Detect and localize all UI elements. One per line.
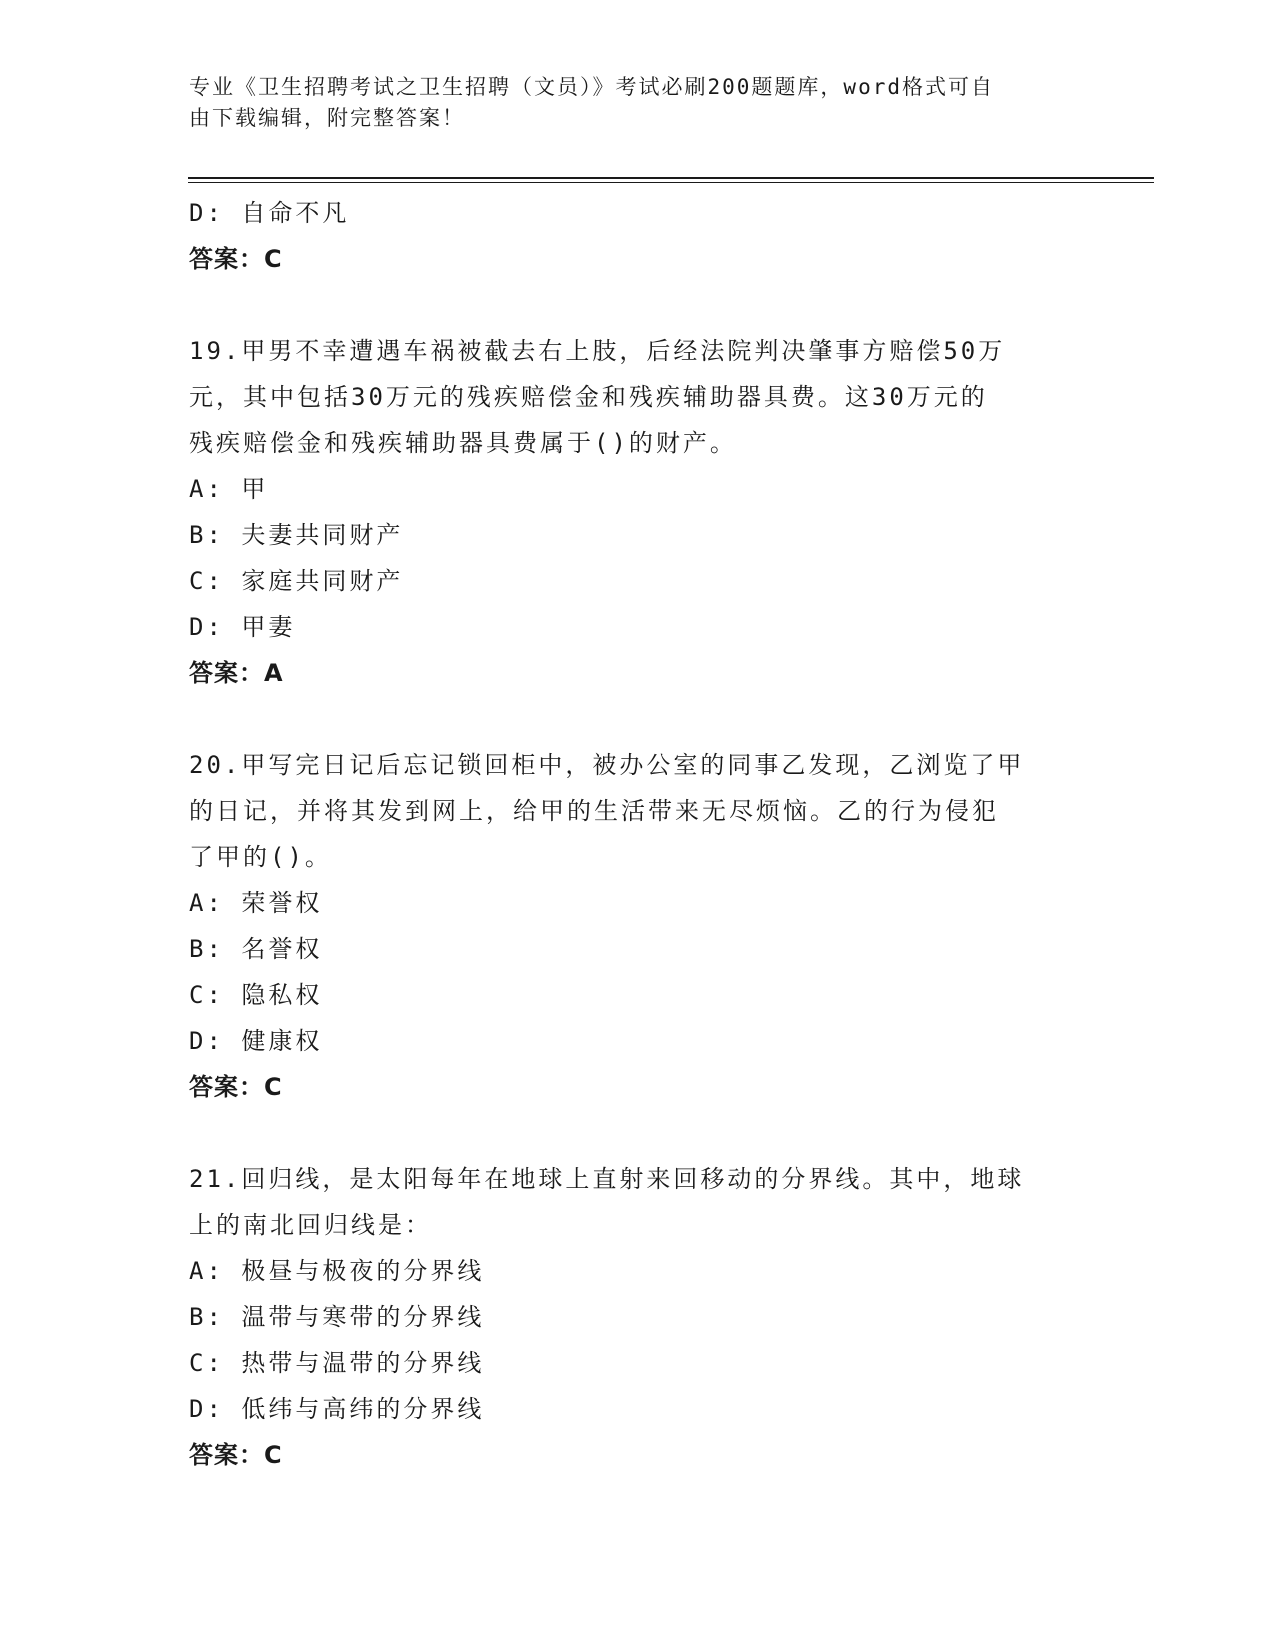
question-21-option-d: D: 低纬与高纬的分界线 — [189, 1395, 485, 1423]
question-20-answer: 答案：C — [189, 1073, 283, 1101]
question-18-answer: 答案：C — [189, 245, 283, 273]
spacer — [189, 282, 1079, 328]
header-title-line-2: 由下载编辑，附完整答案！ — [189, 106, 465, 130]
question-20-stem-line-1: 20.甲写完日记后忘记锁回柜中，被办公室的同事乙发现，乙浏览了甲 — [189, 751, 1025, 779]
question-21-answer: 答案：C — [189, 1441, 283, 1469]
question-21-option-c: C: 热带与温带的分界线 — [189, 1349, 485, 1377]
question-20-stem-line-2: 的日记，并将其发到网上，给甲的生活带来无尽烦恼。乙的行为侵犯 — [189, 797, 999, 825]
question-21-option-a: A: 极昼与极夜的分界线 — [189, 1257, 485, 1285]
question-19-stem-line-3: 残疾赔偿金和残疾辅助器具费属于()的财产。 — [189, 429, 737, 457]
question-19 — [189, 328, 1079, 696]
question-19-option-b: B: 夫妻共同财产 — [189, 521, 404, 549]
question-19-stem-line-2: 元，其中包括30万元的残疾赔偿金和残疾辅助器具费。这30万元的 — [189, 383, 988, 411]
question-20-stem-line-3: 了甲的()。 — [189, 843, 332, 871]
question-21-stem-line-2: 上的南北回归线是： — [189, 1211, 432, 1239]
question-19-stem-line-1: 19.甲男不幸遭遇车祸被截去右上肢，后经法院判决肇事方赔偿50万 — [189, 337, 1006, 365]
question-20 — [189, 742, 1079, 1110]
question-19-option-c: C: 家庭共同财产 — [189, 567, 404, 595]
document-header — [189, 72, 1069, 134]
question-19-option-a: A: 甲 — [189, 475, 269, 503]
document-body — [189, 190, 1079, 1478]
question-21 — [189, 1156, 1079, 1478]
header-divider-thin — [188, 182, 1154, 183]
header-title-line-1: 专业《卫生招聘考试之卫生招聘（文员）》考试必刷200题题库，word格式可自 — [189, 75, 994, 99]
question-18-tail — [189, 190, 1079, 282]
spacer — [189, 696, 1079, 742]
question-19-option-d: D: 甲妻 — [189, 613, 296, 641]
question-19-answer: 答案：A — [189, 659, 284, 687]
question-21-option-b: B: 温带与寒带的分界线 — [189, 1303, 485, 1331]
question-20-option-d: D: 健康权 — [189, 1027, 323, 1055]
question-18-option-d: D: 自命不凡 — [189, 199, 350, 227]
question-21-stem-line-1: 21.回归线，是太阳每年在地球上直射来回移动的分界线。其中，地球 — [189, 1165, 1025, 1193]
question-20-option-a: A: 荣誉权 — [189, 889, 323, 917]
header-divider-thick — [188, 177, 1154, 179]
spacer — [189, 1110, 1079, 1156]
question-20-option-b: B: 名誉权 — [189, 935, 323, 963]
question-20-option-c: C: 隐私权 — [189, 981, 323, 1009]
